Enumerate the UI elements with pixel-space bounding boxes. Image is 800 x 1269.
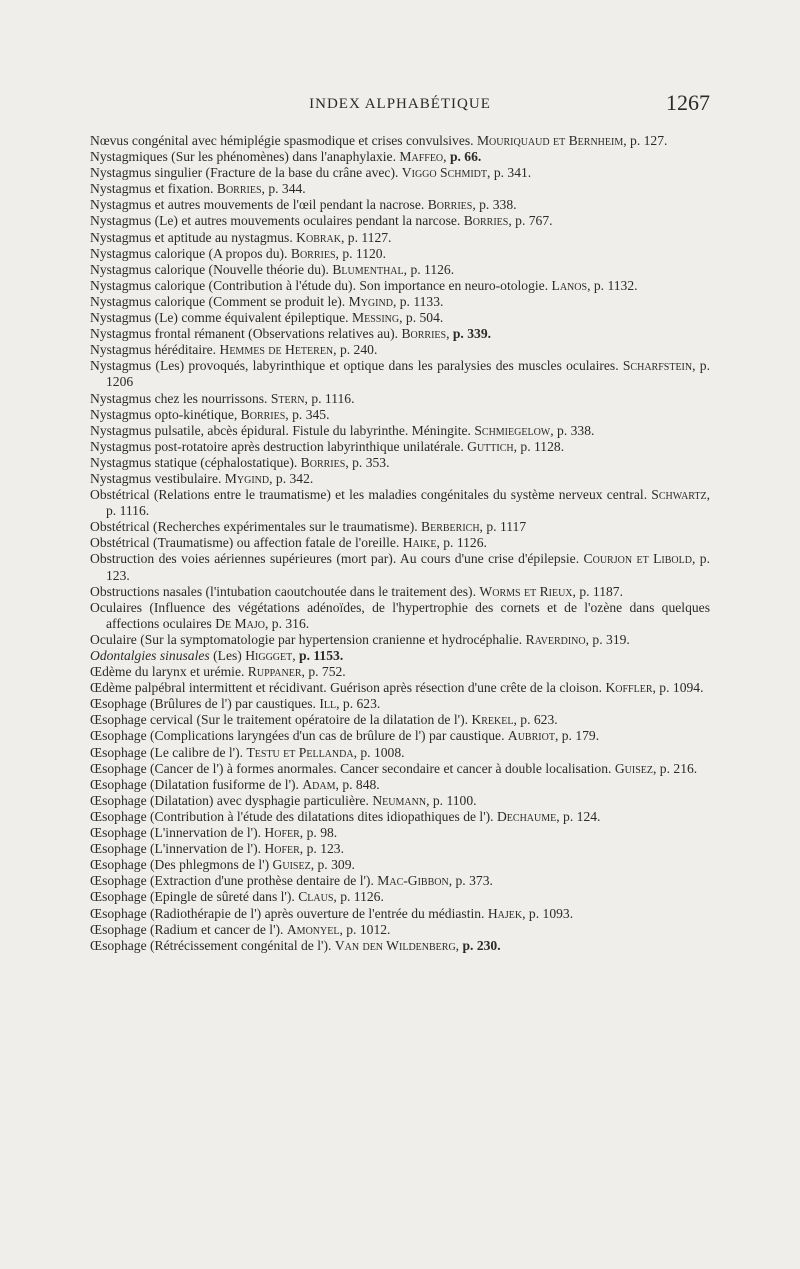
entry-authors: Testu et Pellanda [246,744,354,760]
index-entry: Obstétrical (Recherches expérimentales sur le traumatisme). Berberich, p. 1117 [90,519,527,535]
entry-authors: Courjon et Libold [583,551,692,567]
entry-authors: Blumenthal [332,261,404,277]
entry-page: p. 230. [462,937,501,953]
entry-authors: Claus [298,889,334,905]
index-entry: Œsophage (Dilatation fusiforme de l'). Adam, p. 848. [90,776,380,792]
entry-page: p. 752. [308,664,346,680]
index-entry: Œsophage (L'innervation de l'). Hofer, p. 123. [90,841,344,857]
index-entry: Œsophage (Extraction d'une prothèse dentaire de l'). Mac-Gibbon, p. 373. [90,873,493,889]
entry-authors: Schmiegelow [474,422,551,438]
entry-authors: Mac-Gibbon [377,873,449,889]
index-entry: Œsophage (Epingle de sûreté dans l'). Claus, p. 1126. [90,889,384,905]
entry-subject: Nystagmus post-rotatoire après destruction labyrinthique unilatérale. [90,438,464,454]
entry-subject: Œsophage (Le calibre de l'). [90,744,244,760]
entry-page: p. 316. [271,615,310,631]
index-entry: Nystagmus singulier (Fracture de la base du crâne avec). Viggo Schmidt, p. 341. [90,165,532,181]
index-entry: Nystagmus opto-kinétique, Borries, p. 345. [90,406,330,422]
index-entry: Nystagmus héréditaire. Hemmes de Heteren, p. 240. [90,342,378,358]
entry-page: p. 767. [515,213,553,229]
entry-authors: Guisez [272,857,311,873]
entry-subject: Œsophage (Cancer de l') à formes anormales. Cancer secondaire et cancer à double localisation. [90,760,612,776]
entry-page: p. 1093. [528,905,574,921]
entry-authors: Lanos [551,277,588,293]
entry-page: p. 623. [520,712,558,728]
entry-page: p. 1132. [593,277,638,293]
entry-authors: Adam [302,776,336,792]
entry-authors: Berberich [421,519,480,535]
entry-authors: Neumann [372,792,427,808]
entry-page: p. 240. [339,342,378,358]
entry-subject: Nystagmus (Le) comme équivalent épileptique. [90,310,349,326]
entry-authors: Schwartz [651,487,707,503]
index-entry: Odontalgies sinusales (Les) Higgget, p. 1153. [90,648,344,663]
entry-subject: Œsophage (Rétrécissement congénital de l'). [90,937,332,953]
entry-authors: Borries [401,326,447,342]
entry-authors: Ruppaner [247,664,302,680]
entry-authors: Krekel [471,712,514,728]
entry-subject: Œsophage (Brûlures de l') par caustiques. [90,696,316,712]
index-entry: Œsophage (Cancer de l') à formes anormales. Cancer secondaire et cancer à double localisation. Guisez, p. 216. [90,760,698,776]
index-entry: Nystagmus post-rotatoire après destruction labyrinthique unilatérale. Guttich, p. 1128. [90,438,565,454]
index-entry: Œsophage (Radium et cancer de l'). Amonyel, p. 1012. [90,921,391,937]
entry-page: p. 124. [563,808,601,824]
entry-page: p. 353. [352,454,390,470]
page-number: 1267 [666,90,710,115]
entry-page: p. 1117 [486,519,527,535]
page-header [0,92,800,120]
entry-authors: Messing [352,310,400,326]
index-entry: Obstructions nasales (l'intubation caoutchoutée dans le traitement des). Worms et Rieux, p. 1187. [90,583,624,599]
entry-page: p. 1206 [106,358,710,390]
entry-page: p. 342. [275,470,314,486]
entry-page: p. 66. [449,149,482,165]
index-entry: Oculaire (Sur la symptomatologie par hypertension cranienne et hydrocéphalie. Raverdino, p. 319. [90,631,630,647]
entry-authors: Borries [290,245,336,261]
entry-subject: Nystagmus (Le) et autres mouvements oculaires pendant la narcose. [90,213,461,229]
entry-authors: Mouriquaud et Bernheim [476,133,624,148]
entry-subject: Nystagmus chez les nourrissons. [90,390,268,406]
entry-page: p. 1116. [311,390,355,406]
entry-authors: Ill [319,696,337,712]
entry-page: p. 338. [479,197,517,213]
index-entry: Œsophage (Brûlures de l') par caustiques. Ill, p. 623. [90,696,381,712]
entry-lead: Odontalgies sinusales [90,648,210,663]
entry-authors: Aubriot [507,728,555,744]
index-entry: Obstétrical (Relations entre le traumatisme) et les maladies congénitales du système nerveux central. Schwartz, p. 1116. [90,487,710,519]
index-entry: Nystagmiques (Sur les phénomènes) dans l'anaphylaxie. Maffeo, p. 66. [90,149,482,165]
entry-page: p. 1008. [360,744,405,760]
index-entry: Nystagmus frontal rémanent (Observations relatives au). Borries, p. 339. [90,326,492,342]
index-entry: Œdème du larynx et urémie. Ruppaner, p. 752. [90,664,346,680]
entry-page: p. 373. [455,873,493,889]
entry-page: p. 123. [106,551,710,583]
entry-page: p. 1116. [106,503,150,519]
entry-subject: Nystagmus statique (céphalostatique). [90,454,298,470]
entry-authors: Borries [463,213,509,229]
entry-subject: Oculaires (Influence des végétations adénoïdes, de l'hypertrophie des cornets et de l'ozène dans quelques affections oculaires [90,599,710,631]
index-entry: Œsophage (L'innervation de l'). Hofer, p. 98. [90,825,338,841]
entry-page: p. 1128. [520,438,565,454]
entry-page: p. 1126. [340,889,384,905]
index-entry: Œsophage (Dilatation) avec dysphagie particulière. Neumann, p. 1100. [90,792,477,808]
entry-authors: Koffler [605,680,653,696]
entry-subject: Œdème palpébral intermittent et récidivant. Guérison après résection d'une crête de la cloison. [90,680,603,696]
entry-subject: Nystagmus et fixation. [90,181,214,197]
entry-authors: Viggo Schmidt [401,165,488,181]
entry-page: p. 1126. [410,261,455,277]
entry-page: p. 123. [306,841,344,857]
index-entry: Nystagmus et aptitude au nystagmus. Kobrak, p. 1127. [90,229,392,245]
index-entry: Obstruction des voies aériennes supérieures (mort par). Au cours d'une crise d'épilepsie. Courjon et Libold, p. 123. [90,551,710,583]
index-entry: Nystagmus et fixation. Borries, p. 344. [90,181,306,197]
entry-subject: Nystagmus calorique (Contribution à l'étude du). Son importance en neuro-otologie. [90,277,549,293]
entry-subject: Nystagmus frontal rémanent (Observations relatives au). [90,326,399,342]
entry-page: p. 345. [292,406,330,422]
entry-subject: Œsophage (Complications laryngées d'un cas de brûlure de l') par caustique. [90,728,505,744]
entry-subject: Nystagmus singulier (Fracture de la base du crâne avec). [90,165,399,181]
entry-subject: Œsophage (Dilatation fusiforme de l'). [90,776,299,792]
entry-authors: Guisez [614,760,653,776]
index-entry: Nystagmus statique (céphalostatique). Borries, p. 353. [90,454,390,470]
entry-subject: Œsophage (Contribution à l'étude des dilatations dites idiopathiques de l'). [90,808,494,824]
index-entry: Œsophage (Le calibre de l'). Testu et Pellanda, p. 1008. [90,744,405,760]
entry-authors: Borries [240,406,286,422]
entry-subject: Obstétrical (Recherches expérimentales sur le traumatisme). [90,519,418,535]
index-entry: Œsophage (Rétrécissement congénital de l'). Van den Wildenberg, p. 230. [90,937,501,953]
index-entry: Œsophage (Radiothérapie de l') après ouverture de l'entrée du médiastin. Hajek, p. 1093. [90,905,574,921]
entry-authors: Haike [402,535,437,551]
entry-subject: Œsophage (Dilatation) avec dysphagie particulière. [90,792,369,808]
index-entry: Œsophage cervical (Sur le traitement opératoire de la dilatation de l'). Krekel, p. 623. [90,712,558,728]
index-entries [90,133,710,954]
entry-page: p. 1187. [579,583,624,599]
entry-page: p. 98. [306,825,338,841]
entry-authors: Hemmes de Heteren [219,342,334,358]
entry-authors: Van den Wildenberg [334,937,456,953]
index-entry: Nystagmus (Les) provoqués, labyrinthique et optique dans les paralysies des muscles oculaires. Scharfstein, p. 1206 [90,358,710,390]
entry-authors: Guttich [467,438,514,454]
entry-page: p. 341. [493,165,532,181]
entry-subject: Nystagmus calorique (Nouvelle théorie du). [90,261,329,277]
entry-subject: Œsophage (Des phlegmons de l') [90,857,270,873]
entry-subject: Nystagmus opto-kinétique, [90,406,238,422]
running-title: INDEX ALPHABÉTIQUE [309,96,491,112]
entry-authors: Raverdino [525,631,586,647]
entry-subject: Obstétrical (Relations entre le traumatisme) et les maladies congénitales du système nerveux central. [90,487,648,503]
entry-subject: Œsophage cervical (Sur le traitement opératoire de la dilatation de l'). [90,712,469,728]
entry-subject: Œsophage (Radiothérapie de l') après ouverture de l'entrée du médiastin. [90,905,485,921]
entry-subject: Nystagmiques (Sur les phénomènes) dans l'anaphylaxie. [90,149,396,165]
entry-subject: Nœvus congénital avec hémiplégie spasmodique et crises convulsives. [90,133,474,148]
entry-authors: Hofer [264,825,300,841]
entry-authors: Borries [300,454,346,470]
index-entry: Nystagmus et autres mouvements de l'œil pendant la nacrose. Borries, p. 338. [90,197,517,213]
entry-page: p. 319. [592,631,630,647]
index-entry: Oculaires (Influence des végétations adénoïdes, de l'hypertrophie des cornets et de l'ozène dans quelques affections oculaires De Majo, p. 316. [90,599,710,631]
entry-subject: Nystagmus calorique (A propos du). [90,245,288,261]
index-entry: Œsophage (Complications laryngées d'un cas de brûlure de l') par caustique. Aubriot, p. 179. [90,728,600,744]
entry-page: p. 623. [342,696,381,712]
entry-subject: Œsophage (L'innervation de l'). [90,841,261,857]
entry-subject: (Les) [213,648,242,663]
entry-authors: Borries [216,181,262,197]
entry-authors: Hofer [264,841,300,857]
index-entry: Nystagmus calorique (Contribution à l'étude du). Son importance en neuro-otologie. Lanos, p. 1132. [90,277,638,293]
entry-page: p. 1120. [342,245,386,261]
entry-subject: Nystagmus pulsatile, abcès épidural. Fistule du labyrinthe. Méningite. [90,422,471,438]
entry-page: p. 1127. [347,229,392,245]
index-entry: Nystagmus chez les nourrissons. Stern, p. 1116. [90,390,355,406]
entry-page: p. 1094. [659,680,704,696]
entry-subject: Nystagmus et autres mouvements de l'œil pendant la nacrose. [90,197,425,213]
index-entry: Œsophage (Des phlegmons de l') Guisez, p. 309. [90,857,355,873]
entry-authors: Dechaume [496,808,557,824]
entry-authors: Hajek [487,905,523,921]
entry-subject: Nystagmus héréditaire. [90,342,217,358]
entry-authors: Maffeo [399,149,444,165]
index-entry: Œsophage (Contribution à l'étude des dilatations dites idiopathiques de l'). Dechaume, p. 124. [90,808,601,824]
index-entry: Nystagmus (Le) comme équivalent épileptique. Messing, p. 504. [90,310,444,326]
entry-page: p. 344. [268,181,306,197]
entry-subject: Oculaire (Sur la symptomatologie par hypertension cranienne et hydrocéphalie. [90,631,523,647]
entry-authors: Mygind [348,293,393,309]
index-entry: Nœvus congénital avec hémiplégie spasmodique et crises convulsives. Mouriquaud et Bernheim, p. 127. [90,133,668,148]
index-entry: Nystagmus calorique (Comment se produit le). Mygind, p. 1133. [90,293,444,309]
entry-subject: Œdème du larynx et urémie. [90,664,245,680]
entry-page: p. 179. [561,728,600,744]
entry-page: p. 1012. [346,921,391,937]
entry-subject: Nystagmus vestibulaire. [90,470,222,486]
entry-authors: Scharfstein [622,358,693,374]
entry-subject: Nystagmus (Les) provoqués, labyrinthique et optique dans les paralysies des muscles oculaires. [90,358,619,374]
entry-authors: Higgget [245,648,293,663]
entry-page: p. 1153. [299,648,344,663]
entry-authors: Borries [427,197,473,213]
entry-page: p. 1133. [399,293,444,309]
index-entry: Œdème palpébral intermittent et récidivant. Guérison après résection d'une crête de la cloison. Koffler, p. 1094. [90,680,704,696]
entry-page: p. 338. [557,422,595,438]
entry-page: p. 848. [342,776,380,792]
entry-subject: Obstruction des voies aériennes supérieures (mort par). Au cours d'une crise d'épilepsie. [90,551,580,567]
entry-authors: Kobrak [296,229,341,245]
entry-page: p. 216. [659,760,698,776]
entry-page: p. 1126. [443,535,487,551]
entry-subject: Obstétrical (Traumatisme) ou affection fatale de l'oreille. [90,535,400,551]
index-entry: Obstétrical (Traumatisme) ou affection fatale de l'oreille. Haike, p. 1126. [90,535,487,551]
entry-page: p. 1100. [432,792,477,808]
entry-subject: Œsophage (L'innervation de l'). [90,825,261,841]
entry-authors: Amonyel [286,921,340,937]
entry-authors: Worms et Rieux [479,583,573,599]
entry-page: p. 309. [317,857,355,873]
entry-page: p. 504. [405,310,444,326]
entry-authors: De Majo [215,615,265,631]
entry-subject: Œsophage (Radium et cancer de l'). [90,921,284,937]
entry-authors: Mygind [224,470,270,486]
index-entry: Nystagmus calorique (Nouvelle théorie du). Blumenthal, p. 1126. [90,261,455,277]
entry-subject: Nystagmus calorique (Comment se produit le). [90,293,346,309]
entry-page: p. 339. [452,326,492,342]
entry-subject: Obstructions nasales (l'intubation caoutchoutée dans le traitement des). [90,583,476,599]
entry-subject: Nystagmus et aptitude au nystagmus. [90,229,293,245]
entry-page: p. 127. [630,133,668,148]
index-entry: Nystagmus pulsatile, abcès épidural. Fistule du labyrinthe. Méningite. Schmiegelow, p. 338. [90,422,595,438]
entry-subject: Œsophage (Extraction d'une prothèse dentaire de l'). [90,873,374,889]
index-entry: Nystagmus (Le) et autres mouvements oculaires pendant la narcose. Borries, p. 767. [90,213,553,229]
index-entry: Nystagmus calorique (A propos du). Borries, p. 1120. [90,245,386,261]
entry-subject: Œsophage (Epingle de sûreté dans l'). [90,889,295,905]
index-entry: Nystagmus vestibulaire. Mygind, p. 342. [90,470,314,486]
entry-authors: Stern [270,390,305,406]
